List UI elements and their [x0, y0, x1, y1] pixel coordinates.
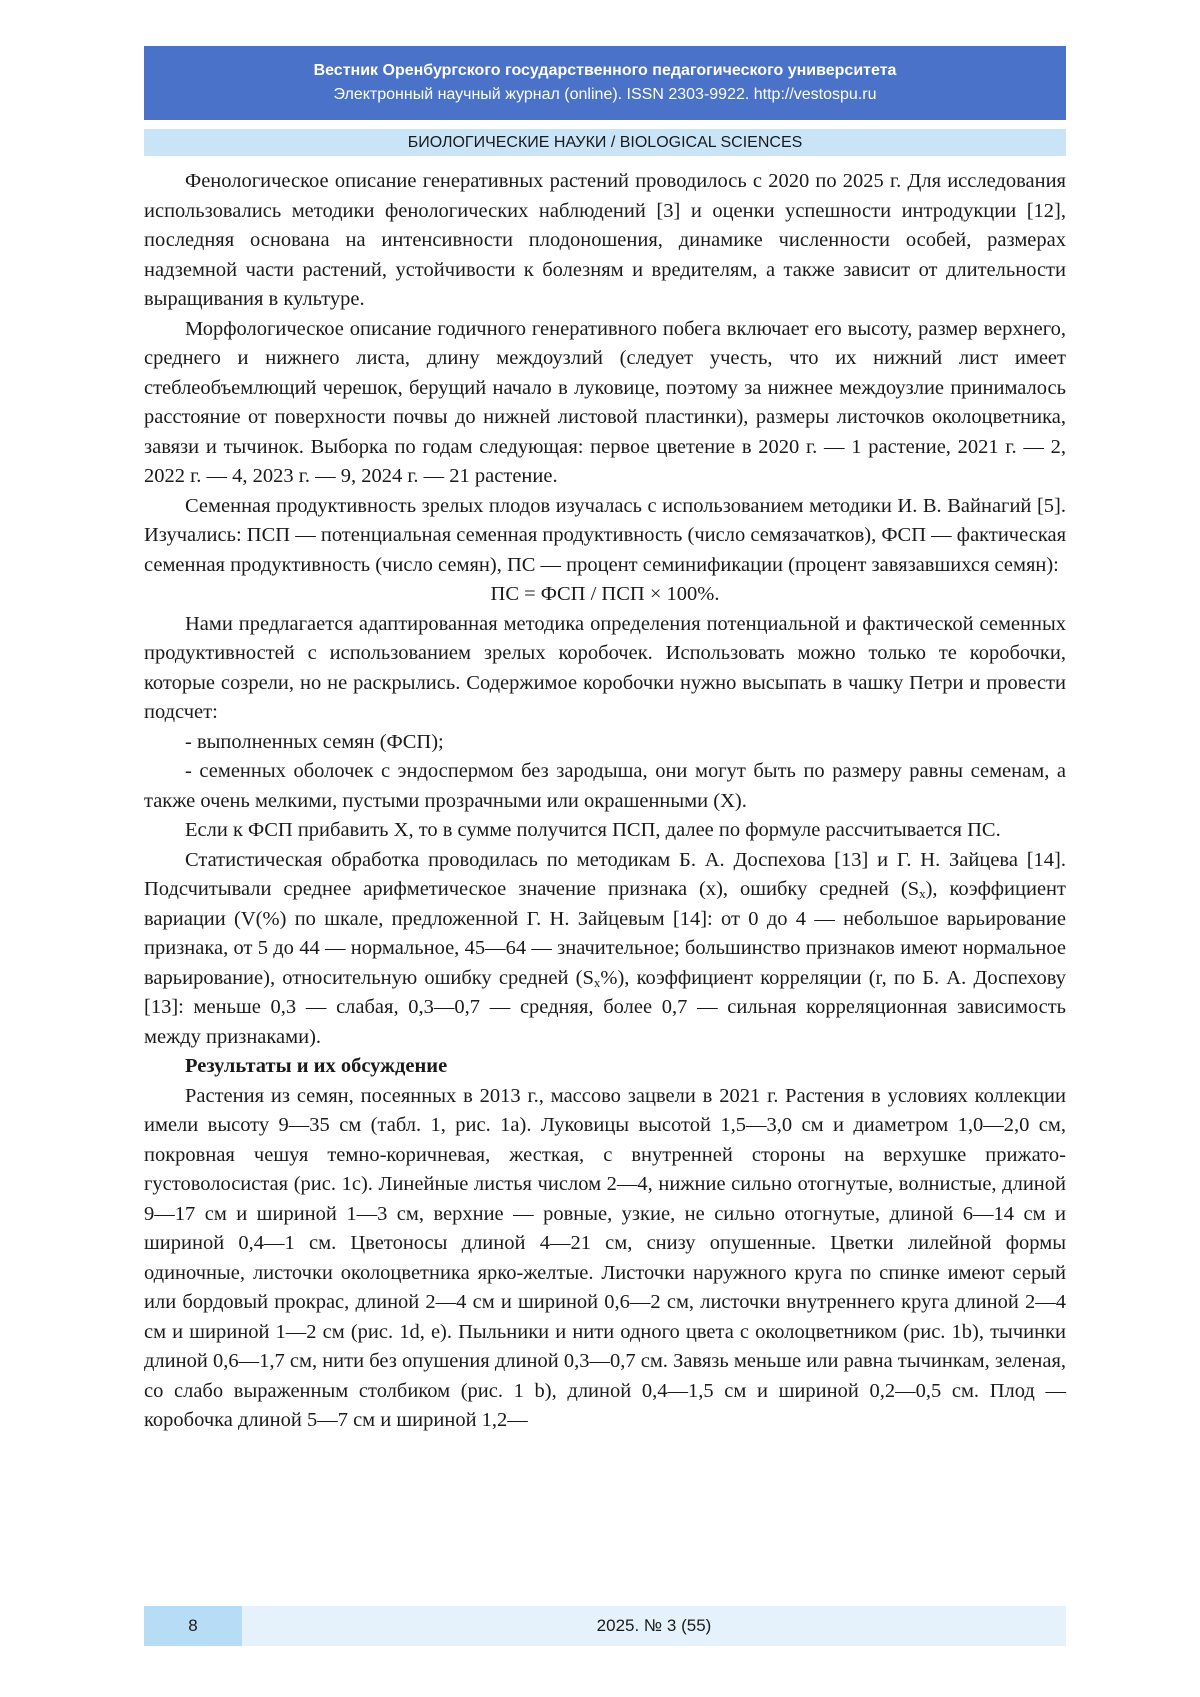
paragraph-statistics [144, 846, 1066, 1053]
article-body [144, 167, 1066, 1436]
section-heading-results: Результаты и их обсуждение [185, 1055, 448, 1077]
list-item-seed-coats: - семенных оболочек с эндоспермом без зародыша, они могут быть по размеру равны семенам, а также очень мелкими, пустыми прозрачными или окрашенными (X). [144, 760, 1066, 812]
stats-text-2: ), коэффициент вариации (V(%) по шкале, предложенной Г. Н. Зайцевым [14]: от 0 до 4 — небольшое варьирование признака, от 5 до 44 — нормальное, 45—64 — значительное; большинство признаков имеют нормальное варьирование), относительную ошибку средней (S [144, 878, 1066, 989]
paragraph-results: Растения из семян, посеянных в 2013 г., массово зацвели в 2021 г. Растения в условиях коллекции имели высоту 9—35 см (табл. 1, рис. 1a). Луковицы высотой 1,5—3,0 см и диаметром 1,0—2,0 см, покровная чешуя темно-коричневая, жесткая, с внутренней стороны на верхушке прижато-густоволосистая (рис. 1c). Линейные листья числом 2—4, нижние сильно отогнутые, волнистые, длиной 9—17 см и шириной 1—3 см, верхние — ровные, узкие, не сильно отогнутые, длиной 6—14 см и шириной 0,4—1 см. Цветоносы длиной 4—21 см, снизу опушенные. Цветки лилейной формы одиночные, листочки околоцветника ярко-желтые. Листочки наружного круга по спинке имеют серый или бордовый прокрас, длиной 2—4 см и шириной 0,6—2 см, листочки внутреннего круга длиной 2—4 см и шириной 1—2 см (рис. 1d, e). Пыльники и нити одного цвета с околоцветником (рис. 1b), тычинки длиной 0,6—1,7 см, нити без опушения длиной 0,3—0,7 см. Завязь меньше или равна тычинкам, зеленая, со слабо выраженным столбиком (рис. 1 b), длиной 0,4—1,5 см и шириной 0,2—0,5 см. Плод — коробочка длиной 5—7 см и шириной 1,2— [144, 1084, 1066, 1431]
paragraph-calculation: Если к ФСП прибавить X, то в сумме получится ПСП, далее по формуле рассчитывается ПС. [185, 819, 1001, 841]
list-item-filled-seeds: - выполненных семян (ФСП); [185, 730, 444, 753]
journal-header [144, 46, 1066, 120]
issue-info: 2025. № 3 (55) [242, 1606, 1066, 1646]
journal-title: Вестник Оренбургского государственного педагогического университета [313, 62, 897, 79]
paragraph-morphology: Морфологическое описание годичного генеративного побега включает его высоту, размер верхнего, среднего и нижнего листа, длину междоузлий (следует учесть, что их нижний лист имеет стеблеобъемлющий черешок, берущий начало в луковице, поэтому за нижнее междоузлие принималось расстояние от поверхности почвы до нижней листовой пластинки), размеры листочков околоцветника, завязи и тычинок. Выборка по годам следующая: первое цветение в 2020 г. — 1 растение, 2021 г. — 2, 2022 г. — 4, 2023 г. — 9, 2024 г. — 21 растение. [144, 317, 1066, 487]
subscript-x-1: x [919, 886, 926, 901]
subscript-x-2: x [593, 974, 601, 990]
page-number: 8 [144, 1606, 242, 1646]
paragraph-phenology: Фенологическое описание генеративных растений проводилось с 2020 по 2025 г. Для исследования использовались методики фенологических наблюдений [3] и оценки успешности интродукции [12], последняя основана на интенсивности плодоношения, динамике численности особей, размерах надземной части растений, устойчивости к болезням и вредителям, а также зависит от длительности выращивания в культуре. [144, 170, 1066, 310]
stats-text-3: %), коэффициент корреляции (r, по Б. А. Доспехову [13]: меньше 0,3 — слабая, 0,3—0,7 — средняя, более 0,7 — сильная корреляционная зависимость между признаками). [144, 966, 1066, 1048]
paragraph-seed-productivity: Семенная продуктивность зрелых плодов изучалась с использованием методики И. В. Вайнагий [5]. Изучались: ПСП — потенциальная семенная продуктивность (число семязачатков), ФСП — фактическая семенная продуктивность (число семян), ПС — процент семинификации (процент завязавшихся семян): [144, 494, 1066, 576]
journal-subtitle: Электронный научный журнал (online). ISSN 2303-9922. http://vestospu.ru [333, 86, 877, 103]
paragraph-method: Нами предлагается адаптированная методика определения потенциальной и фактической семенных продуктивностей с использованием зрелых коробочек. Использовать можно только те коробочки, которые созрели, но не раскрылись. Содержимое коробочки нужно высыпать в чашку Петри и провести подсчет: [144, 612, 1066, 723]
section-title: БИОЛОГИЧЕСКИЕ НАУКИ / BIOLOGICAL SCIENCES [144, 129, 1066, 156]
formula: ПС = ФСП / ПСП × 100%. [490, 583, 720, 605]
stats-text-1: Статистическая обработка проводилась по методикам Б. А. Доспехова [13] и Г. Н. Зайцева [14]. Подсчитывали среднее арифметическое значение признака (x), ошибку средней (S [144, 848, 1066, 900]
